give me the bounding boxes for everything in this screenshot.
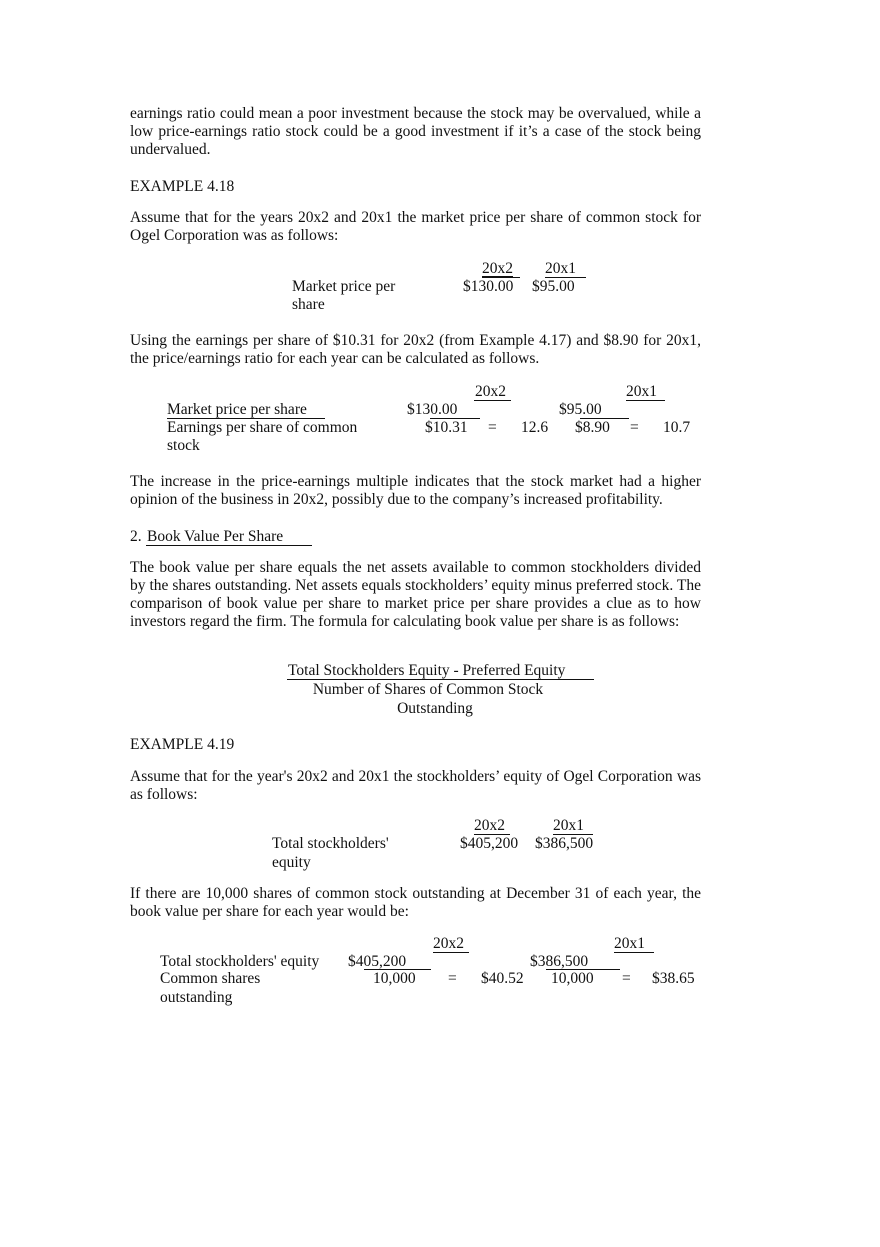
row-label: Total stockholders' (272, 835, 389, 852)
equals-sign: = (448, 970, 457, 987)
section-title-underline (146, 545, 312, 546)
numerator-label: Market price per share (167, 401, 307, 418)
column-header-20x1: 20x1 (545, 260, 576, 277)
column-header-20x2: 20x2 (475, 383, 506, 400)
section-title: Book Value Per Share (147, 528, 284, 545)
value-20x2: $130.00 (463, 278, 514, 295)
intro-paragraph: earnings ratio could mean a poor investment because the stock may be overvalued, while a low price-earnings ratio stock could be a good investment if it’s a case of the stock being undervalued. (130, 105, 701, 158)
row-label-continued: share (292, 296, 325, 313)
column-header-20x2: 20x2 (474, 817, 505, 834)
column-header-20x2: 20x2 (482, 260, 513, 277)
example-4-18-description: Assume that for the years 20x2 and 20x1 the market price per share of common stock for Ogel Corporation was as follows: (130, 209, 701, 244)
example-4-18-explanation: Using the earnings per share of $10.31 for 20x2 (from Example 4.17) and $8.90 for 20x1, the price/earnings ratio for each year can be calculated as follows. (130, 332, 701, 367)
denominator-20x2: $10.31 (425, 419, 468, 436)
column-header-underline (474, 400, 511, 401)
formula-denominator-continued: Outstanding (397, 700, 473, 717)
denominator-20x2: 10,000 (373, 970, 416, 987)
column-header-underline (626, 400, 665, 401)
column-header-20x1: 20x1 (626, 383, 657, 400)
numerator-20x2: $130.00 (407, 401, 458, 418)
equals-sign: = (622, 970, 631, 987)
column-header-20x1: 20x1 (553, 817, 584, 834)
value-20x1: $386,500 (535, 835, 594, 852)
section-2-body: The book value per share equals the net assets available to common stockholders divided by the shares outstanding. Net assets equals stockholders’ equity minus preferred stock. The comparison of book value per share to market price per share provides a clue as to how investors regard the firm. The formula for calculating book value per share is as follows: (130, 559, 701, 630)
result-20x2: $40.52 (481, 970, 524, 987)
row-label: Market price per (292, 278, 396, 295)
denominator-20x1: $8.90 (575, 419, 610, 436)
result-20x2: 12.6 (521, 419, 549, 436)
example-4-19-description: Assume that for the year's 20x2 and 20x1 the stockholders’ equity of Ogel Corporation was as follows: (130, 768, 701, 803)
denominator-label: Common shares (160, 970, 261, 987)
result-20x1: 10.7 (663, 419, 691, 436)
example-4-18-heading: EXAMPLE 4.18 (130, 178, 235, 195)
value-20x1: $95.00 (532, 278, 575, 295)
column-header-underline (433, 952, 469, 953)
fraction-line (287, 679, 594, 680)
example-4-19-heading: EXAMPLE 4.19 (130, 736, 235, 753)
result-20x1: $38.65 (652, 970, 695, 987)
numerator-20x1: $386,500 (530, 953, 589, 970)
denominator-label-continued: stock (167, 437, 200, 454)
row-label-continued: equity (272, 854, 311, 871)
denominator-label: Earnings per share of common (167, 419, 358, 436)
formula-denominator: Number of Shares of Common Stock (312, 681, 544, 698)
formula-numerator: Total Stockholders Equity - Preferred Equity (288, 662, 566, 679)
value-20x2: $405,200 (460, 835, 519, 852)
example-4-19-explanation: If there are 10,000 shares of common stock outstanding at December 31 of each year, the book value per share for each year would be: (130, 885, 701, 920)
denominator-20x1: 10,000 (551, 970, 594, 987)
column-header-underline (614, 952, 654, 953)
example-4-18-conclusion: The increase in the price-earnings multiple indicates that the stock market had a higher opinion of the business in 20x2, possibly due to the company’s increased profitability. (130, 473, 701, 508)
numerator-label: Total stockholders' equity (160, 953, 320, 970)
equals-sign: = (488, 419, 497, 436)
numerator-20x1: $95.00 (559, 401, 602, 418)
numerator-20x2: $405,200 (348, 953, 407, 970)
column-header-20x2: 20x2 (433, 935, 464, 952)
equals-sign: = (630, 419, 639, 436)
denominator-label-continued: outstanding (160, 989, 233, 1006)
column-header-20x1: 20x1 (614, 935, 645, 952)
section-number: 2. (130, 528, 142, 545)
